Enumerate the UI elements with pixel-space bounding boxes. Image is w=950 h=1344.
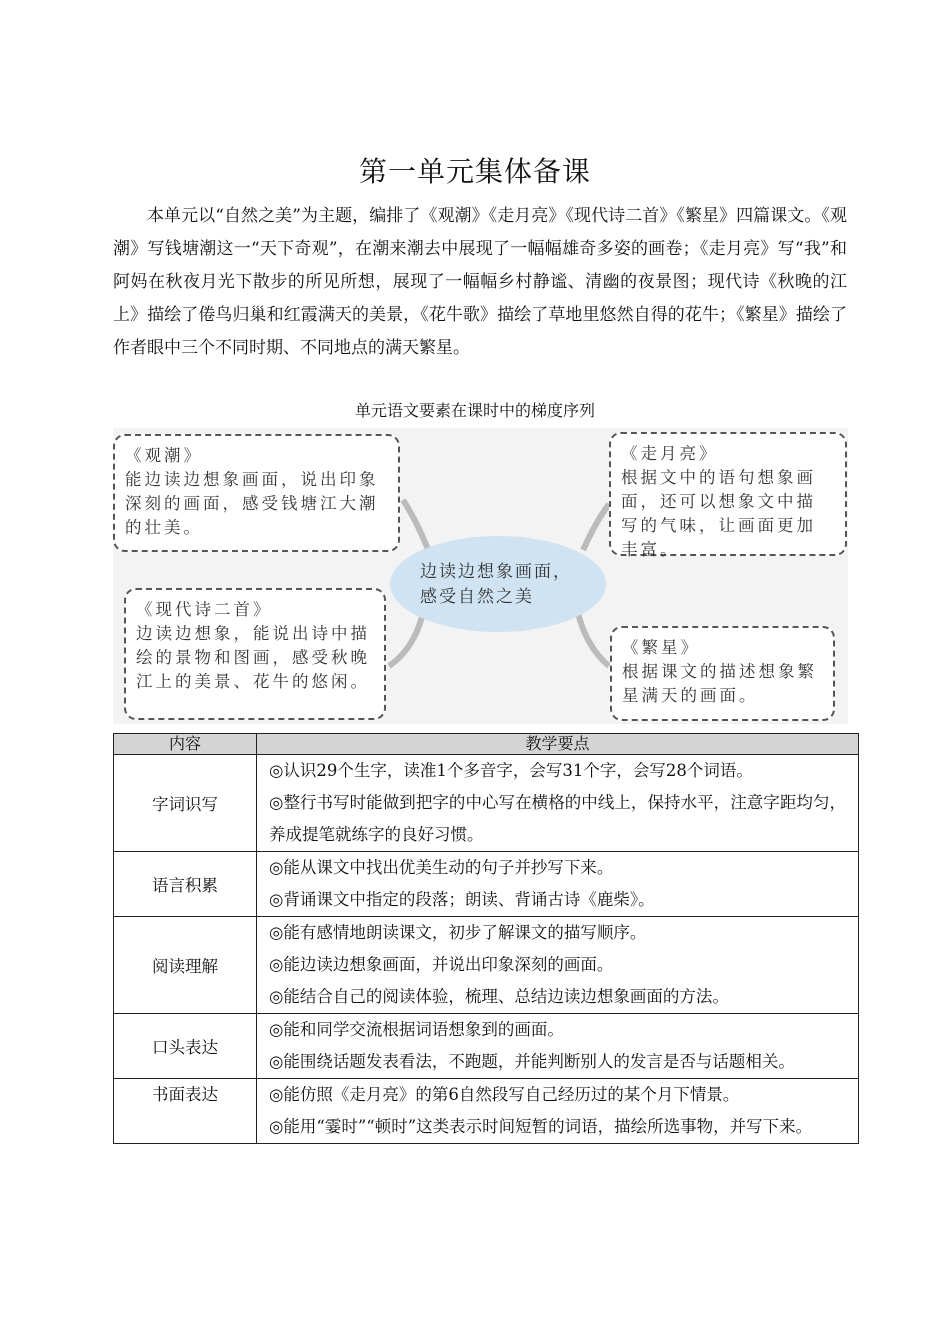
header-content: 内容 [114, 734, 257, 755]
intro-text: 本单元以“自然之美”为主题，编排了《观潮》《走月亮》《现代诗二首》《繁星》四篇课文。《观潮》写钱塘潮这一“天下奇观”，在潮来潮去中展现了一幅幅雄奇多姿的画卷；《走月亮》写“我”和阿妈在秋夜月光下散步的所见所想，展现了一幅幅乡村静谧、清幽的夜景图；现代诗《秋晚的江上》描绘了倦鸟归巢和红霞满天的美景，《花牛歌》描绘了草地里悠然自得的花牛；《繁星》描绘了作者眼中三个不同时期、不同地点的满天繁星。 [113, 206, 847, 358]
point-item: ◎能用“霎时”“顿时”这类表示时间短暂的词语，描绘所选事物，并写下来。 [269, 1117, 813, 1136]
lesson-box-text: 边读边想象，能说出诗中描绘的景物和图画，感受秋晚江上的美景、花牛的悠闲。 [136, 624, 370, 691]
central-theme-line: 边读边想象画面， [420, 562, 572, 582]
row-points [257, 852, 859, 917]
teaching-points-table [113, 733, 859, 1144]
diagram-caption: 单元语文要素在课时中的梯度序列 [354, 401, 595, 420]
central-theme-line: 感受自然之美 [420, 587, 534, 607]
point-item: ◎认识29个生字，读准1个多音字，会写31个字，会写28个词语。 [269, 761, 753, 780]
table-row [114, 755, 859, 852]
central-theme-ellipse [390, 536, 606, 632]
lesson-box-text: 根据文中的语句想象画面，还可以想象文中描写的气味，让画面更加丰富。 [621, 468, 816, 559]
lesson-box-title: 《走月亮》 [621, 444, 719, 463]
lesson-box-modern-poems [124, 588, 386, 720]
table-row [114, 1014, 859, 1079]
intro-paragraph [113, 200, 847, 365]
point-item: ◎能有感情地朗读课文，初步了解课文的描写顺序。 [269, 923, 647, 942]
header-teaching-points: 教学要点 [257, 734, 859, 755]
row-points [257, 917, 859, 1014]
table-row [114, 852, 859, 917]
row-category: 阅读理解 [114, 917, 257, 1014]
row-points [257, 1014, 859, 1079]
point-item: ◎能从课文中找出优美生动的句子并抄写下来。 [269, 858, 614, 877]
lesson-box-fanxing [610, 626, 835, 721]
lesson-box-title: 《现代诗二首》 [136, 600, 273, 619]
point-item: ◎能仿照《走月亮》的第6自然段写自己经历过的某个月下情景。 [269, 1085, 740, 1104]
page-title: 第一单元集体备课 [358, 155, 591, 188]
row-category: 语言积累 [114, 852, 257, 917]
row-points [257, 1079, 859, 1144]
point-item: ◎能边读边想象画面，并说出印象深刻的画面。 [269, 955, 614, 974]
table-row [114, 917, 859, 1014]
row-category: 字词识写 [114, 755, 257, 852]
row-points [257, 755, 859, 852]
connector-bottom-left [389, 613, 423, 666]
mind-map-diagram [113, 428, 848, 724]
lesson-box-zouyueliang [609, 432, 847, 559]
point-item: ◎能围绕话题发表看法，不跑题，并能判断别人的发言是否与话题相关。 [269, 1052, 795, 1071]
table-header-row [114, 734, 859, 755]
table-row [114, 1079, 859, 1144]
lesson-box-title: 《观潮》 [125, 446, 203, 465]
lesson-box-text: 能边读边想象画面，说出印象深刻的画面，感受钱塘江大潮的壮美。 [125, 470, 379, 537]
point-item: ◎能结合自己的阅读体验，梳理、总结边读边想象画面的方法。 [269, 987, 729, 1006]
lesson-box-text: 根据课文的描述想象繁星满天的画面。 [622, 662, 817, 705]
point-item: ◎背诵课文中指定的段落；朗读、背诵古诗《鹿柴》。 [269, 890, 655, 909]
point-item: ◎能和同学交流根据词语想象到的画面。 [269, 1020, 564, 1039]
connector-bottom-right [578, 613, 609, 666]
connector-top-right [583, 504, 609, 550]
lesson-box-guanchao [113, 434, 400, 552]
point-item: ◎整行书写时能做到把字的中心写在横格的中线上，保持水平，注意字距均匀，养成提笔就练字的良好习惯。 [269, 793, 846, 844]
lesson-box-title: 《繁星》 [622, 638, 700, 657]
row-category: 口头表达 [114, 1014, 257, 1079]
row-category: 书面表达 [114, 1079, 257, 1144]
